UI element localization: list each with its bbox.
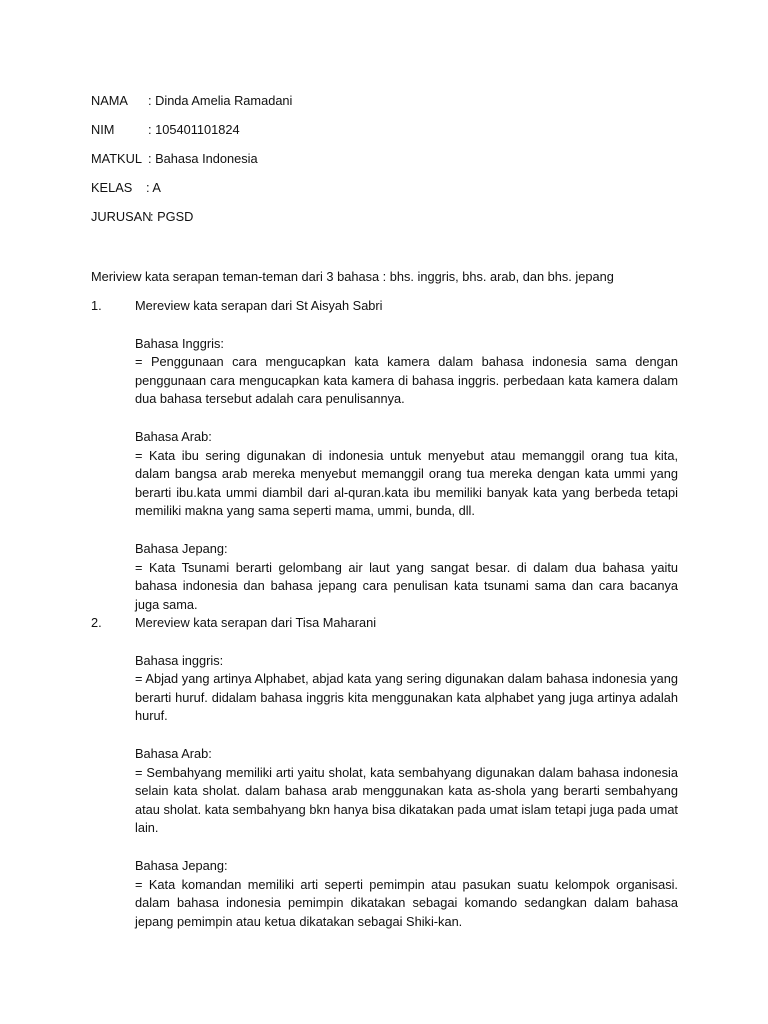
- section-english: [135, 335, 678, 409]
- identity-key: MATKUL: [91, 151, 142, 166]
- item-title: Mereview kata serapan dari St Aisyah Sabri: [135, 298, 383, 313]
- identity-value: : A: [146, 180, 161, 195]
- section-text: = Kata Tsunami berarti gelombang air laut yang sangat besar. di dalam dua bahasa yaitu bahasa indonesia dan bahasa jepang cara penulisan kata tsunami sama dan cara bacanya juga sama.: [135, 559, 678, 612]
- section-english: [135, 652, 678, 726]
- review-item-2: [91, 614, 678, 931]
- section-text: = Penggunaan cara mengucapkan kata kamera dalam bahasa indonesia sama dengan penggunaan cara mengucapkan kata kamera di bahasa inggris. perbedaan kata kamera dalam dua bahasa tersebut adalah cara penulisannya.: [135, 354, 678, 407]
- section-arabic: [135, 745, 678, 838]
- review-item-1: [91, 297, 678, 614]
- identity-key: KELAS: [91, 180, 133, 195]
- item-heading: [91, 297, 678, 316]
- section-label: Bahasa Jepang:: [135, 540, 228, 556]
- identity-key: NAMA: [91, 93, 128, 108]
- item-sections: [135, 335, 678, 615]
- intro-paragraph: Meriview kata serapan teman-teman dari 3 bahasa : bhs. inggris, bhs. arab, dan bhs. jepang: [91, 269, 614, 284]
- identity-block: [91, 92, 292, 237]
- item-sections: [135, 652, 678, 932]
- section-label: Bahasa Arab:: [135, 745, 212, 761]
- identity-value: : 105401101824: [148, 122, 240, 137]
- identity-row-kelas: [91, 179, 292, 208]
- section-text: = Sembahyang memiliki arti yaitu sholat, kata sembahyang digunakan dalam bahasa indonesia selain kata sholat. dalam bahasa arab menggunakan kata as-shola yang berarti sembahyang atau sholat. kata sembahyang bkn hanya bisa dikatakan pada umat islam tetapi juga pada umat lain.: [135, 764, 678, 836]
- identity-key: JURUSAN: [91, 209, 152, 224]
- item-number: 1.: [91, 298, 102, 313]
- section-japanese: [135, 540, 678, 614]
- section-label: Bahasa Arab:: [135, 428, 212, 444]
- section-label: Bahasa inggris:: [135, 652, 224, 668]
- item-title: Mereview kata serapan dari Tisa Maharani: [135, 615, 377, 630]
- section-arabic: [135, 428, 678, 521]
- section-label: Bahasa Jepang:: [135, 857, 228, 873]
- identity-value: : PGSD: [150, 209, 194, 224]
- section-label: Bahasa Inggris:: [135, 335, 224, 351]
- identity-value: : Bahasa Indonesia: [148, 151, 258, 166]
- identity-row-jurusan: [91, 208, 292, 237]
- section-text: = Kata ibu sering digunakan di indonesia untuk menyebut atau memanggil orang tua kita, dalam bangsa arab mereka menyebut memanggil orang tua mereka dengan kata ummi yang berarti ibu.kata ummi diambil dari al-quran.kata ibu memiliki banyak kata yang berbeda tetapi memiliki makna yang sama seperti mama, ummi, bunda, dll.: [135, 447, 678, 519]
- item-heading: [91, 614, 678, 633]
- identity-row-matkul: [91, 150, 292, 179]
- section-japanese: [135, 857, 678, 931]
- section-text: = Kata komandan memiliki arti seperti pemimpin atau pasukan suatu kelompok organisasi. dalam bahasa indonesia pemimpin dikatakan sebagai komando sedangkan dalam bahasa jepang pemimpin atau ketua dikatakan sebagai Shiki-kan.: [135, 876, 678, 929]
- identity-key: NIM: [91, 122, 115, 137]
- section-text: = Abjad yang artinya Alphabet, abjad kata yang sering digunakan dalam bahasa indonesia yang berarti huruf. didalam bahasa inggris kita menggunakan kata alphabet yang juga artinya adalah huruf.: [135, 671, 678, 724]
- identity-row-nim: [91, 121, 292, 150]
- identity-row-nama: [91, 92, 292, 121]
- identity-value: : Dinda Amelia Ramadani: [148, 93, 293, 108]
- item-number: 2.: [91, 615, 102, 630]
